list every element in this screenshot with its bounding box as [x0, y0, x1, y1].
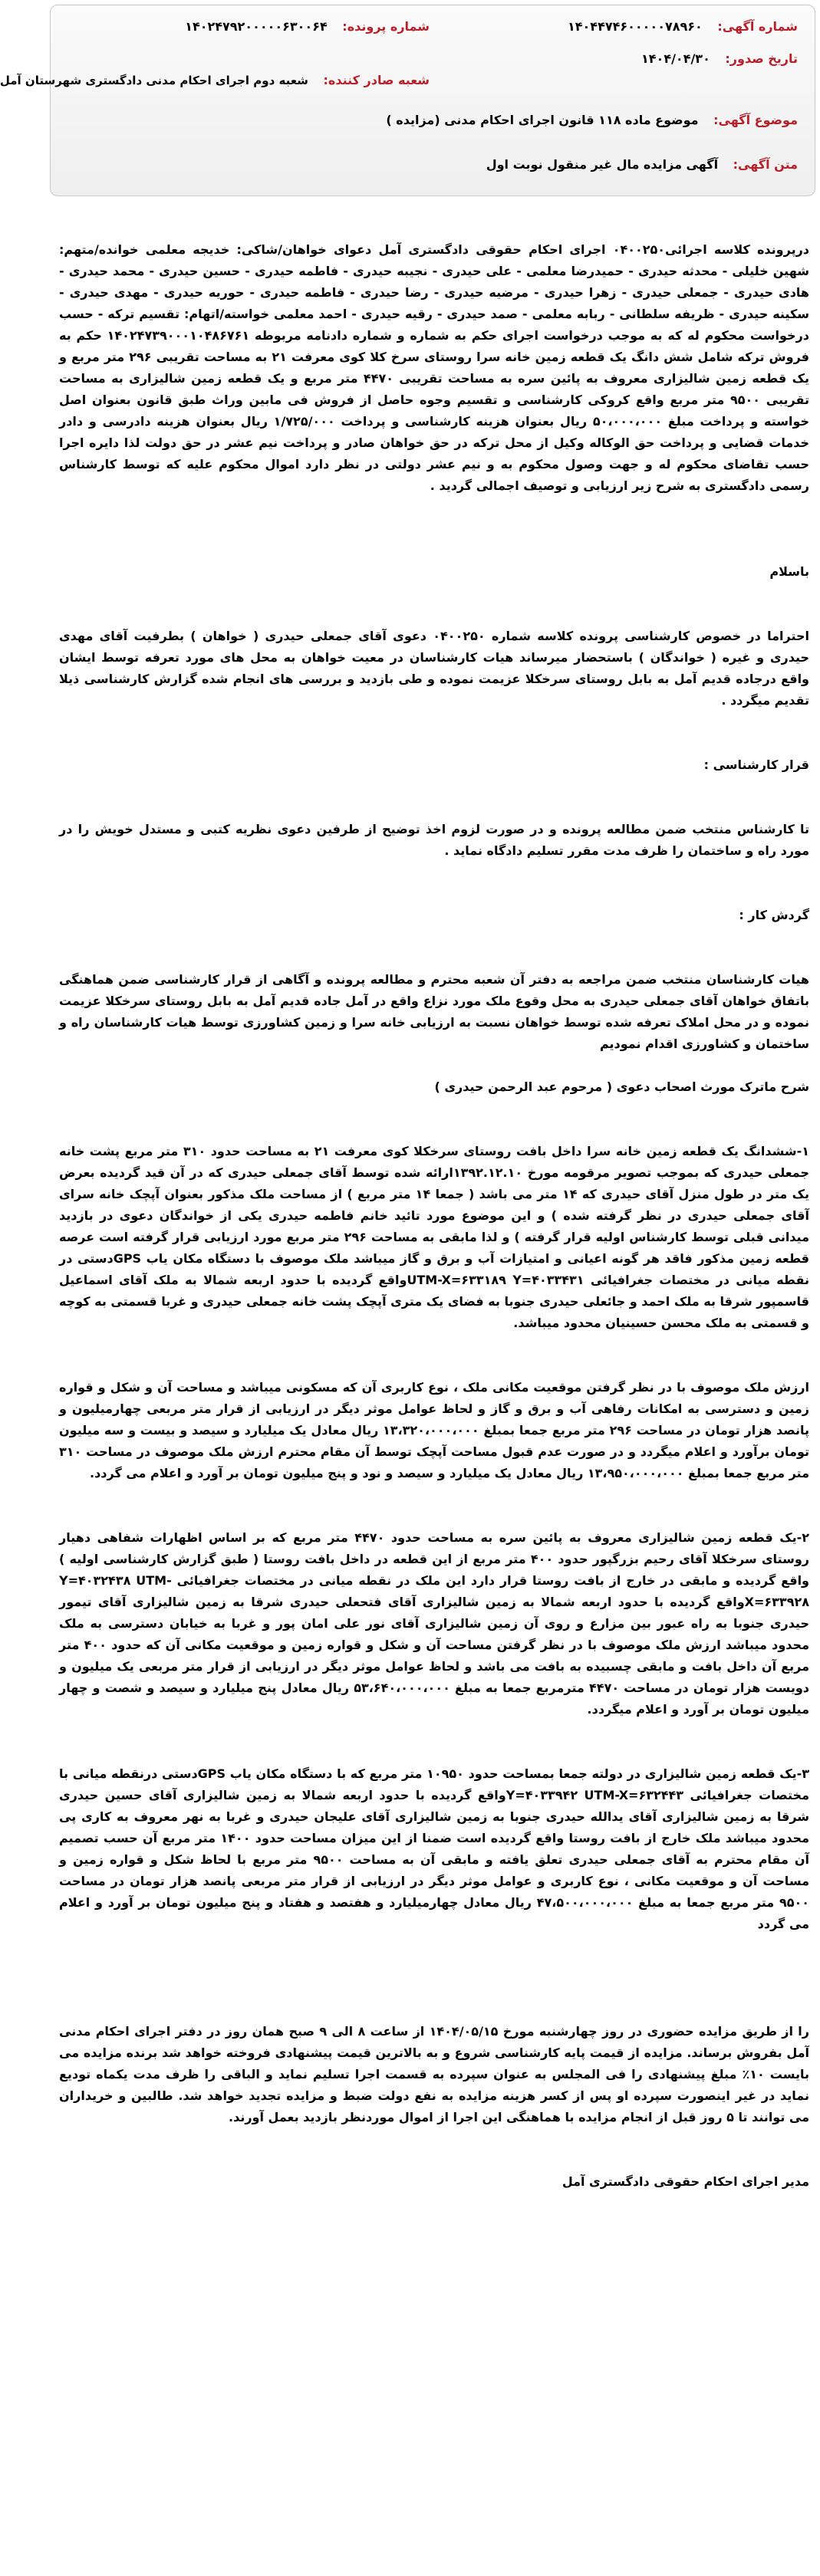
intro-paragraph: درپرونده کلاسه اجرائی۰۴۰۰۲۵۰ اجرای احکام حقوقی دادگستری آمل دعوای خواهان/شاکی: خدیجه معلمی خوانده/متهم: شهین خلیلی - محدثه حیدری - حمیدرضا معلمی - علی حیدری - نجیبه حیدری - فاطمه حیدری - حسین حیدری - محمد حیدری - هادی حیدری - جمعلی حیدری - زهرا حیدری - مرضیه حیدری - رضا حیدری - فاطمه حیدری - حوریه حیدری - مهدی حیدری - سکینه حیدری - ظریفه سلطانی - ربابه معلمی - صمد حیدری - رقیه حیدری - احمد معلمی خواسته/اتهام: تقسیم ترکه - حسب درخواست محکوم له که به موجب درخواست اجرای حکم به شماره و شماره دادنامه مربوطه ۱۴۰۲۴۷۳۹۰۰۰۱۰۴۸۶۷۶۱ حکم به فروش ترکه شامل شش دانگ یک قطعه زمین خانه سرا روستای سرخ کلا کوی معرفت ۲۱ به مساحت تقریبی ۲۹۶ متر مربع و یک قطعه زمین شالیزاری معروف به پائین سره به مساحت تقریبی ۴۴۷۰ متر مربع و یک قطعه زمین شالیزاری به مساحت تقریبی ۹۵۰۰ متر مربع واقع کروکی کارشناسی و تقسیم وجوه حاصل از فروش فی مابین وراث طبق قانون بعنوان اصل خواسته و پرداخت مبلغ ۵۰،۰۰۰،۰۰۰ ریال بعنوان هزینه کارشناسی و پرداخت ۱/۷۲۵/۰۰۰ ریال بعنوان هزینه دادرسی و دادر خدمات قضایی و پرداخت حق الوکاله وکیل از محل ترکه در حق خواهان صادر و پرداخت نیم عشر در حق دولت لذا دایره اجرا حسب تقاضای محکوم له و جهت وصول محکوم به و نیم عشر دولتی در نظر دارد اموال محکوم علیه که توسط کارشناس رسمی دادگستری به شرح زیر ارزیابی و توصیف اجمالی گردید .: [59, 242, 810, 493]
auction-terms-paragraph: را از طریق مزایده حضوری در روز چهارشنبه مورخ ۱۴۰۴/۰۵/۱۵ از ساعت ۸ الی ۹ صبح همان روز در دفتر اجرای احکام مدنی آمل بفروش برساند. مزایده از قیمت پایه کارشناسی شروع و به بالاترین قیمت پیشنهادی فروخته خواهد شد برنده مزایده می بایست ۱۰٪ مبلغ پیشنهادی را فی المجلس به عنوان سپرده به قسمت اجرا تسلیم نماید و الباقی را ظرف مدت یکماه تودیع نماید در غیر اینصورت سپرده او پس از کسر هزینه مزایده به نفع دولت ضبط و مزایده تجدید خواهد شد. طالبین و خریداران می توانند تا ۵ روز قبل از انجام مزایده با هماهنگی این اجرا از اموال موردنظر بازدید بعمل آورند.: [59, 2024, 810, 2124]
issue-date-field: [641, 51, 798, 66]
salutation: باسلام: [769, 564, 809, 579]
header-row-issuer: [0, 73, 798, 99]
estate-item-1-valuation: ارزش ملک موصوف با در نظر گرفتن موقعیت مکانی ملک ، نوع کاربری آن که مسکونی میباشد و مساحت آن و شکل و قواره زمین و دسترسی به امکانات رفاهی آب و برق و گاز و لحاظ عوامل موثر دیگر در ارزیابی از قرار متر مربعی چهارمیلیون و پانصد هزار تومان در مساحت ۲۹۶ متر مربع جمعا بمبلغ ۱۳،۳۲۰،۰۰۰،۰۰۰ ریال معادل یک میلیارد و سیصد و بیست و سه میلیون تومان برآورد و اعلام میگردد و در صورت عدم قبول مساحت آپچک توسط آن مقام محترم ارزش ملک موصوف در مساحت ۳۱۰ متر مربع جمعا بمبلغ ۱۳،۹۵۰،۰۰۰،۰۰۰ ریال معادل یک میلیارد و سیصد و نود و پنج میلیون تومان بر آورد و اعلام می گردد.: [59, 1380, 810, 1480]
ad-text-title: آگهی مزایده مال غیر منقول نوبت اول: [486, 157, 719, 172]
estate-item-1: ۱-ششدانگ یک قطعه زمین خانه سرا داخل بافت روستای سرخکلا کوی معرفت ۲۱ به مساحت حدود ۳۱۰ متر مربع پشت خانه جمعلی حیدری که بموجب تصویر مرقومه مورخ ۱۳۹۲.۱۲.۱۰ارائه شده توسط آقای جمعلی حیدری که در آن قید گردیده بعرض یک متر در طول منزل آقای حیدری که ۱۴ متر می باشد ( جمعا ۱۴ متر مربع ) از مساحت ملک مذکور بعنوان آپچک خانه سرای آقای جمعلی حیدری در نظر گرفته شده ) و این موضوع مورد تائید خانم فاطمه حیدری یکی از خواندگان دعوی در بازدید میدانی قبلی توسط کارشناس اولیه قرار گرفته ) و لذا مابقی به مساحت ۲۹۶ متر مربع مورد ارزیابی قرار گرفته است عرصه قطعه زمین مذکور فاقد هر گونه اعیانی و امتیازات آب و برق و گاز میباشد ملک موصوف با دستگاه مکان یاب GPSدستی در نقطه میانی در مختصات جغرافیائی UTM-X=۶۳۳۱۸۹ Y=۴۰۳۳۴۳۱واقع گردیده با حدود اربعه شمالا به ملک آقای اسماعیل قاسمپور شرقا به ملک احمد و جائعلی حیدری جنوبا به فضای یک متری آپچک پشت خانه جمعلی حیدری و غربا قسمتی به کوچه و قسمتی به ملک محسن حسینیان محدود میباشد.: [59, 1144, 810, 1330]
issue-date-label: تاریخ صدور:: [725, 51, 798, 66]
issue-date-value: ۱۴۰۴/۰۴/۳۰: [641, 51, 710, 66]
issuer-field: [0, 73, 430, 87]
subject-label: موضوع آگهی:: [713, 113, 798, 127]
ad-number-value: ۱۴۰۴۴۷۴۶۰۰۰۰۰۷۸۹۶۰: [568, 19, 703, 34]
expert-intro-paragraph: احتراما در خصوص کارشناسی پرونده کلاسه شماره ۰۴۰۰۲۵۰ دعوی آقای جمعلی حیدری ( خواهان ) بطرفیت آقای مهدی حیدری و غیره ( خواندگان ) باستحضار میرساند هیات کارشناسان در معیت خواهان به محل های مورد تعرفه توسط ایشان واقع درجاده قدیم آمل به بابل روستای سرخکلا عزیمت نموده و طی بازدید و بررسی های انجام شده گزارش کارشناسی ذیلا تقدیم میگردد .: [59, 629, 810, 708]
issuer-value: شعبه دوم اجرای احکام مدنی دادگستری شهرستان آمل: [0, 74, 308, 87]
subject-field: [386, 113, 798, 127]
subject-value: موضوع ماده ۱۱۸ قانون اجرای احکام مدنی (مزایده ): [386, 113, 699, 127]
signature: مدیر اجرای احکام حقوقی دادگستری آمل: [561, 2174, 809, 2189]
ad-number-field: [568, 19, 798, 34]
expert-order-heading: قرار کارشناسی :: [703, 757, 809, 772]
case-number-field: [185, 19, 430, 34]
estate-item-2: ۲-یک قطعه زمین شالیزاری معروف به پائین سره به مساحت حدود ۴۴۷۰ متر مربع که بر اساس اظهارات شفاهی دهیار روستای سرخکلا آقای رحیم بزرگپور حدود ۴۰۰ متر مربع از این قطعه در داخل بافت روستا ( طبق گزارش کارشناسی اولیه ) واقع گردیده و مابقی در خارج از بافت روستا قرار دارد این ملک در نقطه میانی در مختصات جغرافیائی Y=۴۰۳۲۴۳۸ UTM-X=۶۳۳۹۲۸واقع گردیده با حدود اربعه شمالا به زمین شالیزاری آقای فتحعلی حیدری شرقا به زمین شالیزاری آقای تیمور حیدری جنوبا به راه عبور بین مزارع و روی آن زمین شالیزاری آقای نور علی امان پور و غربا به خیابان دسترسی به ملک محدود میباشد ارزش ملک موصوف با در نظر گرفتن مساحت آن و شکل و قواره زمین و موقعیت مکانی آن که حدود ۴۰۰ متر مربع آن داخل بافت و مابقی چسبیده به بافت می باشد و لحاظ عوامل موثر دیگر در ارزیابی از قرار متر مربعی یک میلیون و دویست هزار تومان در مساحت ۴۴۷۰ مترمربع جمعا به مبلغ ۵۳،۶۴۰،۰۰۰،۰۰۰ ریال معادل پنج میلیارد و سیصد و شصت و چهار میلیون تومان بر آورد و اعلام میگردد.: [59, 1530, 810, 1717]
work-flow-paragraph: هیات کارشناسان منتخب ضمن مراجعه به دفتر آن شعبه محترم و مطالعه پرونده و آگاهی از قرار کارشناسی ضمن هماهنگی باتفاق خواهان آقای جمعلی حیدری به محل وقوع ملک مورد نزاع واقع در آمل جاده قدیم آمل به بابل روستای سرخکلا عزیمت نموده و در محل املاک تعرفه شده توسط خواهان نسبت به ارزیابی خانه سرا و زمین کشاورزی توسط هیات کارشناسان راه و ساختمان و کشاورزی اقدام نمودیم: [59, 972, 809, 1051]
ad-header-card: [0, 5, 815, 196]
expert-order-paragraph: تا کارشناس منتخب ضمن مطالعه پرونده و در صورت لزوم اخذ توضیح از طرفین دعوی نظریه کتبی و مستدل خویش را در مورد راه و ساختمان را ظرف مدت مقرر تسلیم دادگاه نماید .: [59, 822, 809, 858]
ad-body: [59, 196, 809, 2193]
work-flow-heading: گردش کار :: [739, 908, 809, 922]
estate-heading: شرح ماترک مورث اصحاب دعوی ( مرحوم عبد الرحمن حیدری ): [434, 1079, 809, 1094]
case-number-value: ۱۴۰۲۴۷۹۲۰۰۰۰۰۶۳۰۰۶۴: [185, 19, 328, 34]
issuer-label: شعبه صادر کننده:: [323, 73, 430, 87]
header-row-numbers: [68, 19, 798, 45]
ad-text-label: متن آگهی:: [733, 157, 798, 172]
case-number-label: شماره پرونده:: [342, 19, 430, 34]
estate-item-3: ۳-یک قطعه زمین شالیزاری در دولته جمعا بمساحت حدود ۱۰۹۵۰ متر مربع که با دستگاه مکان یاب GPSدستی درنقطه میانی با مختصات جغرافیائی Y=۴۰۳۳۹۴۲ UTM-X=۶۳۲۴۴۳واقع گردیده با حدود اربعه شمالا به زمین شالیزاری آقای حسین حیدری شرقا به زمین شالیزاری آقای یدالله حیدری جنوبا به زمین شالیزاری آقای علیجان حیدری و غربا به نهر معروف به کاری پی محدود میباشد ملک خارج از بافت روستا واقع گردیده است ضمنا از این میزان مساحت حدود ۱۴۰۰ متر مربع آن حسب تصمیم آن مقام محترم به آقای جمعلی حیدری تعلق یافته و مابقی آن به مساحت ۹۵۰۰ متر مربع با لحاظ شکل و قواره زمین و مساحت آن و موقعیت مکانی ، نوع کاربری و عوامل موثر دیگر در ارزیابی از قرار متر مربعی پانصد هزار تومان در مساحت ۹۵۰۰ متر مربع جمعا به مبلغ ۴۷،۵۰۰،۰۰۰،۰۰۰ ریال معادل چهارمیلیارد و هفتصد و هفتاد و پنج میلیون تومان بر آورد و اعلام می گردد: [59, 1766, 810, 1931]
ad-text-field: [486, 157, 798, 172]
ad-number-label: شماره آگهی:: [717, 19, 798, 34]
